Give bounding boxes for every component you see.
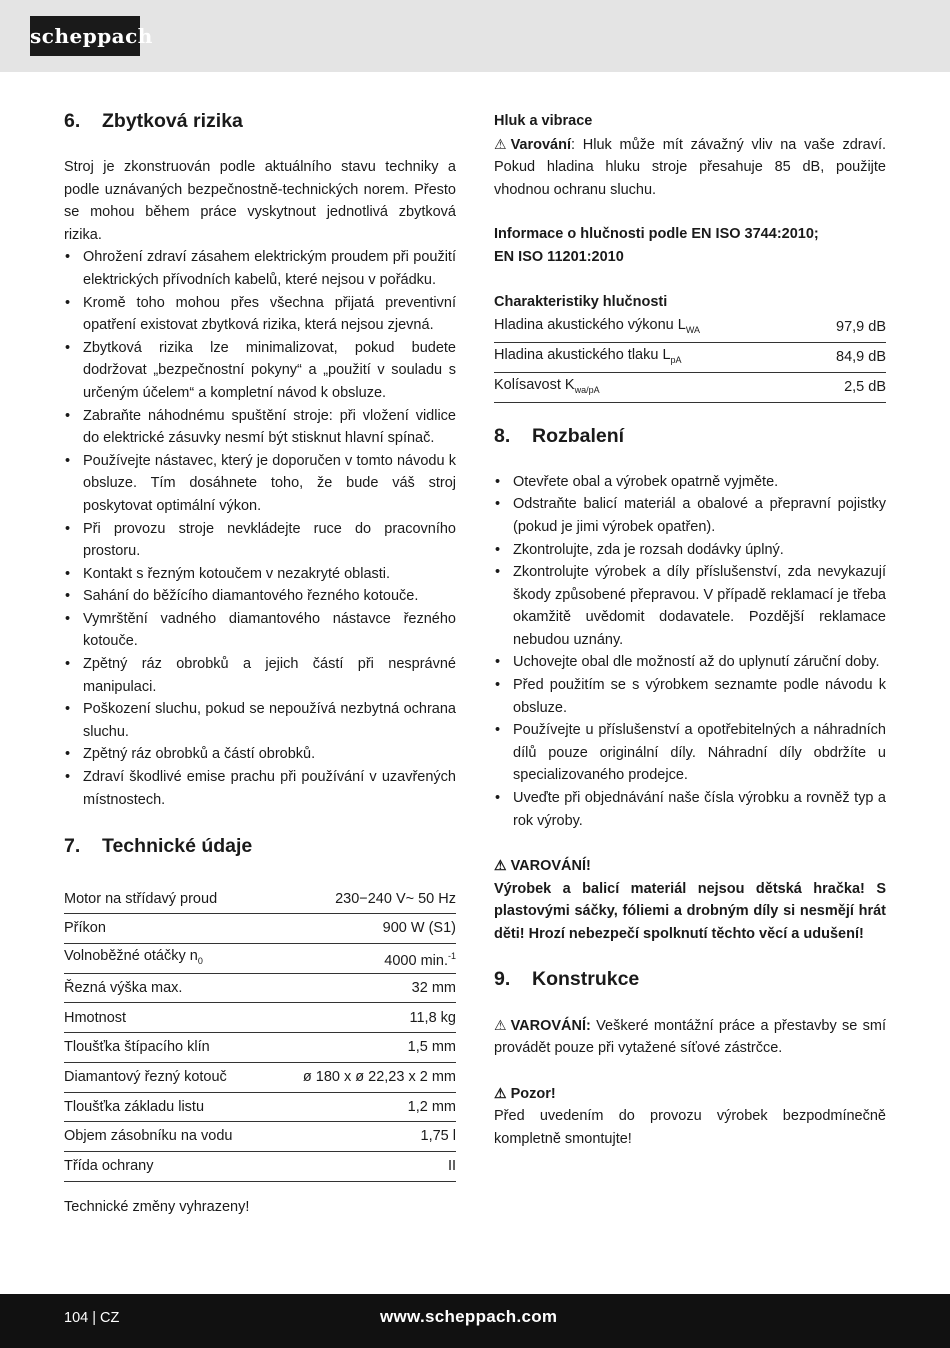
table-row: [64, 1151, 456, 1181]
row-value: 11,8 kg: [269, 1003, 456, 1033]
table-row: [494, 373, 886, 403]
left-column: [64, 108, 456, 1218]
row-value: 230−240 V~ 50 Hz: [269, 884, 456, 914]
row-value: 900 W (S1): [269, 914, 456, 944]
list-item: • Zpětný ráz obrobků a jejich částí při nesprávné manipulaci.: [64, 653, 456, 698]
row-label: Příkon: [64, 914, 269, 944]
list-item: • Před použitím se s výrobkem seznamte podle návodu k obsluze.: [494, 674, 886, 719]
row-label: Tloušťka základu listu: [64, 1092, 269, 1122]
row-label: Kolísavost $K_{wa/pA}$: [494, 373, 809, 403]
right-column: [494, 110, 886, 1151]
table-row: [494, 343, 886, 373]
list-item: • Zkontrolujte výrobek a díly příslušenství, zda nevykazují škody způsobené přepravou. V případě reklamací je třeba okamžitě uvědomit dodavatele. Pozdější reklamace nebudou uznány.: [494, 561, 886, 651]
table-row: [64, 1092, 456, 1122]
website-link[interactable]: www.scheppach.com: [380, 1307, 558, 1326]
row-label: Třída ochrany: [64, 1151, 269, 1181]
technical-data-table: [64, 884, 456, 1181]
list-item: • Zpětný ráz obrobků a částí obrobků.: [64, 743, 456, 766]
list-item: • Kontakt s řezným kotoučem v nezakryté oblasti.: [64, 563, 456, 586]
list-item: • Odstraňte balicí materiál a obalové a přepravní pojistky (pokud je jimi výrobek opatřen).: [494, 493, 886, 538]
list-item: • Zbytková rizika lze minimalizovat, pokud budete dodržovat „bezpečnostní pokyny“ a „použití v souladu s určeným účelem“ a kompletní návod k obsluze.: [64, 337, 456, 405]
table-row: [64, 1003, 456, 1033]
table-row: [64, 944, 456, 974]
packaging-warning-label: ⚠ VAROVÁNÍ!: [494, 854, 886, 878]
row-label: Řezná výška max.: [64, 973, 269, 1003]
row-value: 4000 min.$^{-1}$: [269, 944, 456, 974]
noise-characteristics-table: [494, 313, 886, 403]
list-item: • Poškození sluchu, pokud se nepoužívá nezbytná ochrana sluchu.: [64, 698, 456, 743]
row-value: 97,9 dB: [809, 313, 886, 343]
caution-label: ⚠ Pozor!: [494, 1082, 886, 1106]
row-label: Diamantový řezný kotouč: [64, 1062, 269, 1092]
warning-triangle-icon: ⚠: [494, 135, 507, 152]
warning-triangle-icon: ⚠: [494, 857, 507, 874]
page-footer: [0, 1294, 950, 1348]
list-item: • Při provozu stroje nevkládejte ruce do pracovního prostoru.: [64, 518, 456, 563]
row-label: Tloušťka štípacího klín: [64, 1033, 269, 1063]
section-7-heading: 7. Technické údaje: [64, 835, 253, 858]
row-label: Hladina akustického výkonu $L_{WA}$: [494, 313, 809, 343]
table-row: [64, 1062, 456, 1092]
row-value: 1,2 mm: [269, 1092, 456, 1122]
table-row: [64, 1122, 456, 1152]
table-row: [64, 914, 456, 944]
noise-characteristics-heading: Charakteristiky hlučnosti: [494, 293, 668, 310]
row-label: Hladina akustického tlaku $L_{pA}$: [494, 343, 809, 373]
table-row: [64, 884, 456, 914]
unpacking-list: [494, 471, 886, 833]
table-row: [64, 1033, 456, 1063]
noise-info-line1: Informace o hlučnosti podle EN ISO 3744:2010;: [494, 226, 819, 243]
list-item: • Uveďte při objednávání naše čísla výrobku a rovněž typ a rok výroby.: [494, 787, 886, 832]
section-8-heading: 8. Rozbalení: [494, 424, 625, 447]
section-9-heading: 9. Konstrukce: [494, 967, 640, 990]
list-item: • Otevřete obal a výrobek opatrně vyjměte.: [494, 471, 886, 494]
list-item: • Zkontrolujte, zda je rozsah dodávky úplný.: [494, 539, 886, 562]
scheppach-logo: scheppach: [30, 16, 140, 56]
row-label: Motor na střídavý proud: [64, 884, 269, 914]
residual-risks-list: [64, 246, 456, 811]
section-6-heading: 6. Zbytková rizika: [64, 110, 243, 132]
assembly-warning: ⚠ VAROVÁNÍ: Veškeré montážní práce a přestavby se smí provádět pouze při vytažené síťové zástrčce.: [494, 1014, 886, 1060]
row-label: Hmotnost: [64, 1003, 269, 1033]
row-value: II: [269, 1151, 456, 1181]
page-header: [0, 0, 950, 72]
warning-triangle-icon: ⚠: [494, 1016, 507, 1033]
row-value: 1,5 mm: [269, 1033, 456, 1063]
noise-heading: Hluk a vibrace: [494, 113, 593, 129]
noise-info-line2: EN ISO 11201:2010: [494, 248, 624, 265]
technical-note: Technické změny vyhrazeny!: [64, 1198, 250, 1215]
row-label: Volnoběžné otáčky $n_0$: [64, 944, 269, 974]
list-item: • Sahání do běžícího diamantového řezného kotouče.: [64, 585, 456, 608]
list-item: • Ohrožení zdraví zásahem elektrickým proudem při použití elektrických přívodních kabelů, které nejsou v pořádku.: [64, 246, 456, 291]
table-row: [494, 313, 886, 343]
list-item: • Uchovejte obal dle možností až do uplynutí záruční doby.: [494, 651, 886, 674]
page-number: 104 | CZ: [64, 1310, 120, 1326]
table-row: [64, 973, 456, 1003]
caution-text: Před uvedením do provozu výrobek bezpodmínečně kompletně smontujte!: [494, 1108, 886, 1147]
row-value: 84,9 dB: [809, 343, 886, 373]
row-value: 1,75 l: [269, 1122, 456, 1152]
row-value: 32 mm: [269, 973, 456, 1003]
warning-triangle-icon: ⚠: [494, 1084, 507, 1101]
packaging-warning-text: Výrobek a balicí materiál nejsou dětská hračka! S plastovými sáčky, fóliemi a drobným díly si nesmějí hrát děti! Hrozí nebezpečí spolknutí těchto věcí a udušení!: [494, 880, 886, 942]
row-label: Objem zásobníku na vodu: [64, 1122, 269, 1152]
list-item: • Zdraví škodlivé emise prachu při používání v uzavřených místnostech.: [64, 766, 456, 811]
row-value: ø 180 x ø 22,23 x 2 mm: [269, 1062, 456, 1092]
noise-warning: ⚠ Varování: Hluk může mít závažný vliv na vaše zdraví. Pokud hladina hluku stroje přesahuje 85 dB, použijte vhodnou ochranu sluchu.: [494, 133, 886, 202]
list-item: • Používejte u příslušenství a opotřebitelných a náhradních dílů pouze originální díly. Náhradní díly obdržíte u specializovaného prodejce.: [494, 719, 886, 787]
section-6-intro: Stroj je zkonstruován podle aktuálního stavu techniky a podle uznávaných bezpečnostně-technických norem. Přesto se mohou během práce vyskytnout jednotlivá zbytková rizika.: [64, 159, 456, 243]
list-item: • Zabraňte náhodnému spuštění stroje: při vložení vidlice do elektrické zásuvky nesmí být stisknut hlavní spínač.: [64, 405, 456, 450]
list-item: • Vymrštění vadného diamantového nástavce řezného kotouče.: [64, 608, 456, 653]
row-value: 2,5 dB: [809, 373, 886, 403]
list-item: • Používejte nástavec, který je doporučen v tomto návodu k obsluze. Tím dosáhnete toho, že bude váš stroj poskytovat optimální výkon.: [64, 450, 456, 518]
list-item: • Kromě toho mohou přes všechna přijatá preventivní opatření existovat zbytková rizika, která nejsou zjevná.: [64, 292, 456, 337]
